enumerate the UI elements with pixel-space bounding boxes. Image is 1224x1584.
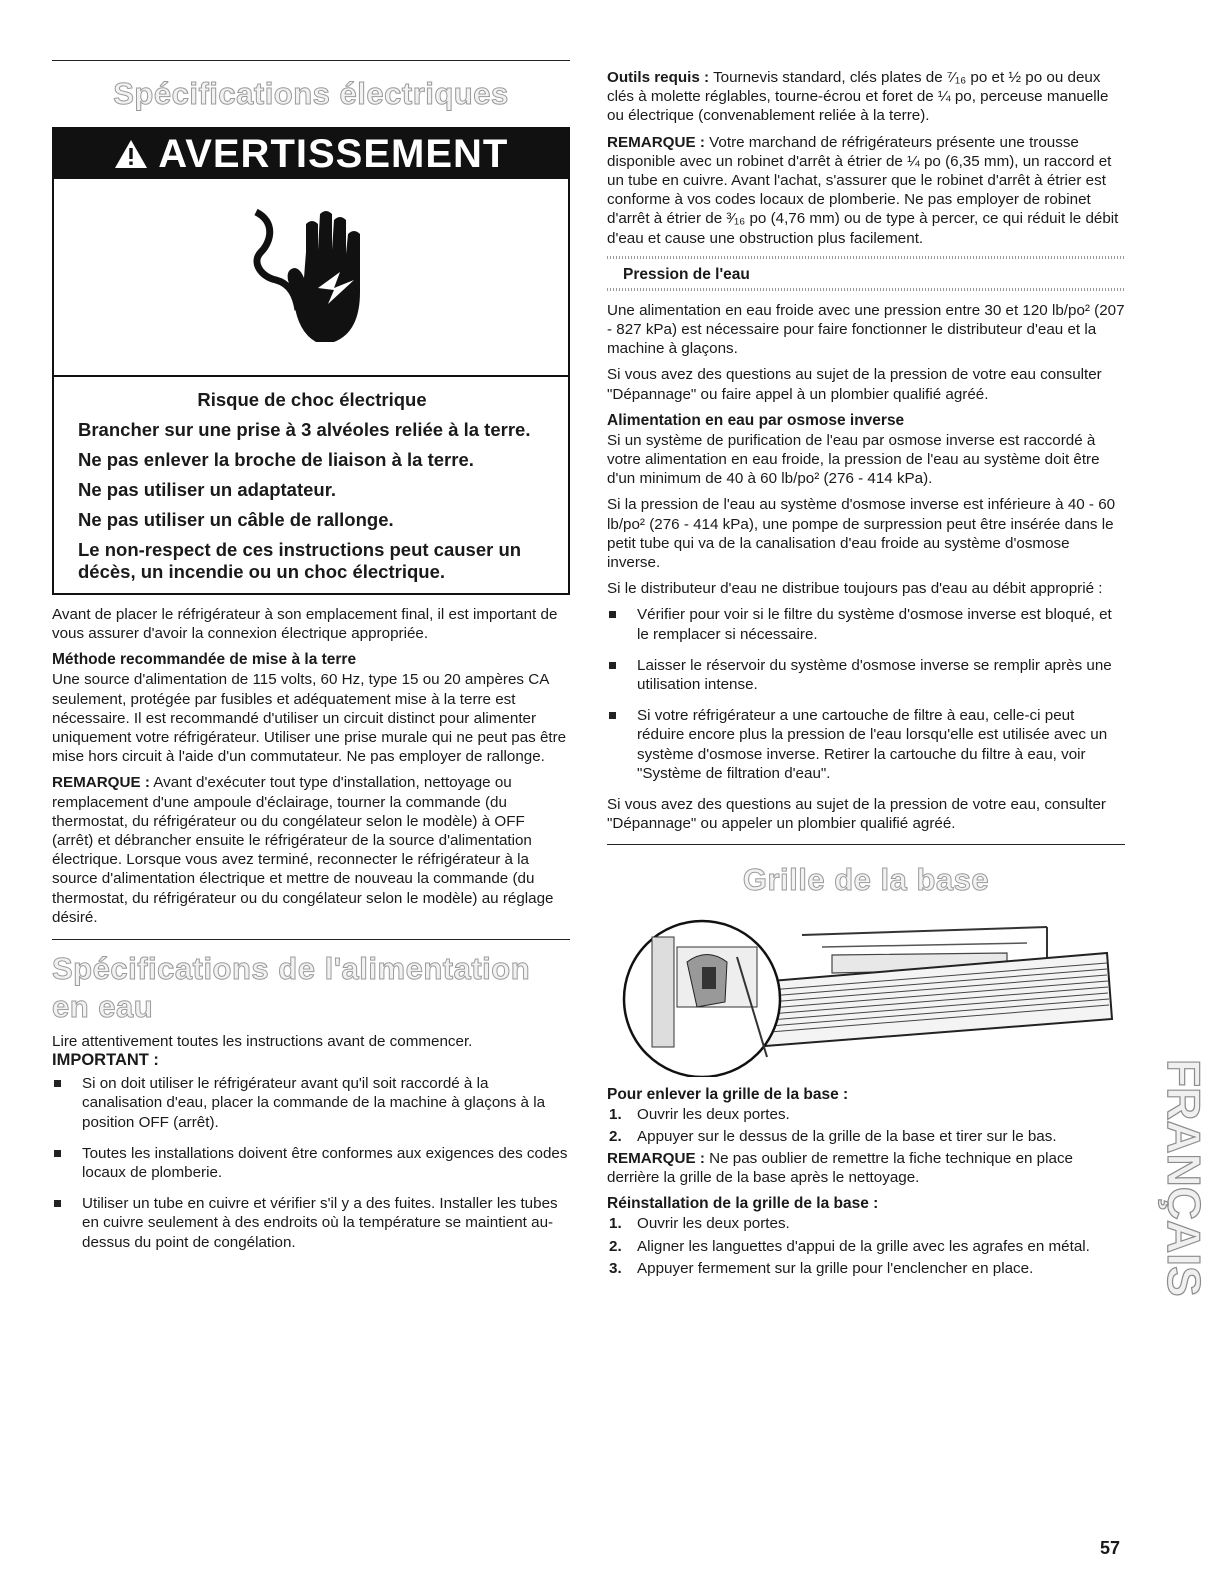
important-list	[52, 1074, 570, 1252]
grounding-heading: Méthode recommandée de mise à la terre	[52, 651, 357, 669]
list-item: Si on doit utiliser le réfrigérateur avant qu'il soit raccordé à la canalisation d'eau, placer la commande de la machine à glaçons à la position OFF (arrêt).	[52, 1074, 570, 1132]
water-intro: Lire attentivement toutes les instructions avant de commencer.	[52, 1033, 473, 1051]
right-column	[607, 68, 1125, 1281]
ro-p2: Si la pression de l'eau au système d'osmose inverse est inférieure à 40 - 60 lb/po² (276 - 414 kPa), une pompe de surpression peut être insérée dans le petit tube qui va de la canalisation d'eau froide au système d'osmose inverse.	[607, 496, 1116, 572]
warning-line: Ne pas enlever la broche de liaison à la terre.	[78, 449, 474, 470]
tools-text: Tournevis standard, clés plates de ⁷⁄₁₆ po et ½ po ou deux clés à molette réglables, tourne-écrou et foret de ¼ po, perceuse manuelle ou électrique (convenablement reliée à la terre).	[607, 69, 1109, 125]
reinstall-heading: Réinstallation de la grille de la base :	[607, 1195, 879, 1213]
grounding-text: Une source d'alimentation de 115 volts, 60 Hz, type 15 ou 20 ampères CA seulement, protégée par fusibles et adéquatement mise à la terre est nécessaire. Il est recommandé d'utiliser un circuit distinct pour alimenter uniquement votre réfrigérateur. Utiliser une prise murale qui ne peut pas être mise hors circuit à l'aide d'un commutateur. Ne pas employer de rallonge.	[52, 671, 567, 766]
note-label: REMARQUE :	[607, 133, 705, 151]
section-rule	[52, 60, 570, 61]
warning-line: Brancher sur une prise à 3 alvéoles reliée à la terre.	[78, 419, 531, 440]
kit-note	[607, 133, 1125, 248]
warning-header-text: AVERTISSEMENT	[158, 132, 509, 176]
list-item: 1. Ouvrir les deux portes.	[609, 1105, 790, 1123]
dotted-divider	[607, 288, 1125, 291]
page-number: 57	[1100, 1538, 1121, 1558]
ro-p3: Si le distributeur d'eau ne distribue toujours pas d'eau au débit approprié :	[607, 580, 1103, 598]
list-item: 1. Ouvrir les deux portes.	[609, 1215, 790, 1233]
important-label: IMPORTANT :	[52, 1051, 159, 1070]
remove-steps	[607, 1105, 1125, 1146]
ro-p4: Si vous avez des questions au sujet de la pression de votre eau, consulter "Dépannage" ou appeler un plombier qualifié agréé.	[607, 796, 1106, 833]
side-tab-text: FRANÇAIS	[1158, 1059, 1208, 1297]
section-title-grille: Grille de la base	[742, 861, 990, 897]
note-label: REMARQUE :	[607, 1149, 705, 1167]
list-item: 3. Appuyer fermement sur la grille pour l'enclencher en place.	[609, 1259, 1034, 1277]
reinstall-steps	[607, 1214, 1125, 1278]
base-grille-illustration	[607, 907, 1125, 1077]
warning-header	[54, 129, 568, 179]
language-side-tab	[1150, 1055, 1208, 1347]
pressure-p1: Une alimentation en eau froide avec une pression entre 30 et 120 lb/po² (207 - 827 kPa) est nécessaire pour faire fonctionner le distributeur d'eau et la machine à glaçons.	[607, 301, 1125, 358]
section-title-water: Spécifications de l'alimentation en eau	[52, 951, 531, 1025]
grille-note	[607, 1149, 1125, 1187]
section-title-electrical: Spécifications électriques	[113, 76, 509, 111]
warning-text	[54, 377, 568, 593]
section-rule	[607, 844, 1125, 845]
ro-heading: Alimentation en eau par osmose inverse	[607, 411, 905, 429]
section-rule	[52, 939, 570, 940]
electrical-intro: Avant de placer le réfrigérateur à son emplacement final, il est important de vous assurer d'avoir la connexion électrique appropriée.	[52, 606, 558, 643]
warning-heading: Risque de choc électrique	[197, 389, 427, 410]
left-column	[52, 60, 570, 1264]
warning-line: Ne pas utiliser un câble de rallonge.	[78, 509, 394, 530]
list-item: 2. Aligner les languettes d'appui de la grille avec les agrafes en métal.	[609, 1237, 1090, 1255]
electrical-note	[52, 773, 570, 927]
tools-label: Outils requis :	[607, 69, 710, 86]
warning-line: Le non-respect de ces instructions peut causer un décès, un incendie ou un choc électrique.	[78, 539, 522, 582]
remove-heading: Pour enlever la grille de la base :	[607, 1085, 849, 1103]
electric-shock-icon	[54, 179, 568, 377]
note-text: Ne pas oublier de remettre la fiche technique en place derrière la grille de la base après le nettoyage.	[607, 1149, 1073, 1187]
pressure-heading: Pression de l'eau	[623, 265, 750, 283]
tools-paragraph	[607, 68, 1125, 126]
note-text: Avant d'exécuter tout type d'installation, nettoyage ou remplacement d'une ampoule d'éclairage, tourner la commande (du thermostat, du réfrigérateur ou du congélateur selon le modèle) à OFF (arrêt) et débrancher ensuite le réfrigérateur de la source d'alimentation électrique. Lorsque vous avez terminé, reconnecter le réfrigérateur à la source d'alimentation électrique et mettre de nouveau la commande (du thermostat, du réfrigérateur ou du congélateur selon le modèle) au réglage désiré.	[52, 774, 554, 926]
warning-box	[52, 127, 570, 595]
warning-triangle-icon	[114, 132, 159, 176]
list-item: Laisser le réservoir du système d'osmose inverse se remplir après une utilisation intense.	[607, 656, 1125, 694]
ro-p1: Si un système de purification de l'eau par osmose inverse est raccordé à votre alimentation en eau froide, la pression de l'eau au système doit être d'un minimum de 40 à 60 lb/po² (276 - 414 kPa).	[607, 431, 1100, 488]
warning-line: Ne pas utiliser un adaptateur.	[78, 479, 337, 500]
list-item: 2. Appuyer sur le dessus de la grille de la base et tirer sur le bas.	[609, 1127, 1057, 1145]
note-text: Votre marchand de réfrigérateurs présente une trousse disponible avec un robinet d'arrêt à étrier de ¼ po (6,35 mm), un raccord et un tube en cuivre. Avant l'achat, s'assurer que le robinet d'arrêt à étrier est conforme à vos codes locaux de plomberie. Ne pas employer de robinet d'arrêt à étrier de ³⁄₁₆ po (4,76 mm) ou de type à percer, ce qui réduit le débit d'eau et cause une obstruction plus facilement.	[607, 133, 1119, 247]
pressure-p2: Si vous avez des questions au sujet de la pression de votre eau consulter "Dépannage" ou faire appel à un plombier qualifié agréé.	[607, 366, 1102, 403]
ro-list	[607, 605, 1125, 783]
note-label: REMARQUE :	[52, 774, 150, 792]
list-item: Toutes les installations doivent être conformes aux exigences des codes locaux de plomberie.	[52, 1144, 570, 1182]
list-item: Utiliser un tube en cuivre et vérifier s'il y a des fuites. Installer les tubes en cuivre seulement à des endroits où la température se maintient au-dessus du point de congélation.	[52, 1194, 570, 1252]
list-item: Si votre réfrigérateur a une cartouche de filtre à eau, celle-ci peut réduire encore plus la pression de l'eau lorsqu'elle est utilisée avec un système d'osmose inverse. Retirer la cartouche du filtre à eau, voir "Système de filtration d'eau".	[607, 706, 1125, 783]
list-item: Vérifier pour voir si le filtre du système d'osmose inverse est bloqué, et le remplacer si nécessaire.	[607, 605, 1125, 643]
